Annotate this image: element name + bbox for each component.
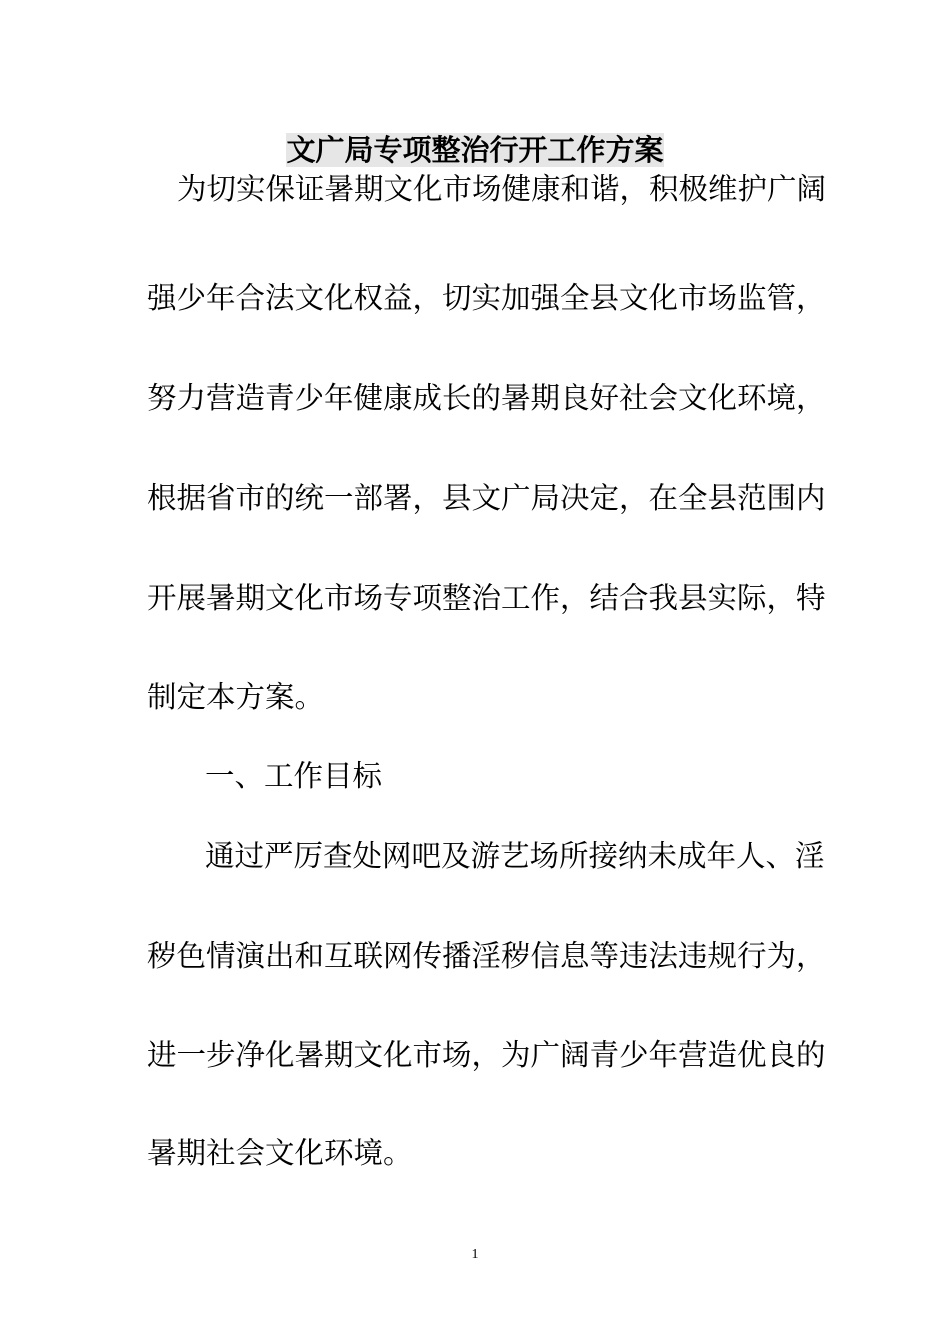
paragraph-line: 努力营造青少年健康成长的暑期良好社会文化环境， xyxy=(147,381,826,415)
paragraph-line: 为切实保证暑期文化市场健康和谐，积极维护广阔 xyxy=(177,172,827,206)
paragraph-line: 强少年合法文化权益，切实加强全县文化市场监管， xyxy=(147,281,826,315)
section-heading: 一、工作目标 xyxy=(205,759,383,793)
document-title-text: 文广局专项整治行开工作方案 xyxy=(286,133,664,167)
paragraph-line: 秽色情演出和互联网传播淫秽信息等违法违规行为， xyxy=(147,939,826,973)
paragraph-line: 制定本方案。 xyxy=(147,680,325,714)
page-number: 1 xyxy=(471,1247,479,1262)
paragraph-line: 通过严厉查处网吧及游艺场所接纳未成年人、淫 xyxy=(205,839,825,873)
document-title xyxy=(0,128,950,172)
paragraph-line: 暑期社会文化环境。 xyxy=(147,1136,413,1170)
paragraph-line: 进一步净化暑期文化市场，为广阔青少年营造优良的 xyxy=(147,1038,826,1072)
paragraph-line: 根据省市的统一部署，县文广局决定，在全县范围内 xyxy=(147,481,826,515)
paragraph-line: 开展暑期文化市场专项整治工作，结合我县实际，特 xyxy=(147,581,826,615)
